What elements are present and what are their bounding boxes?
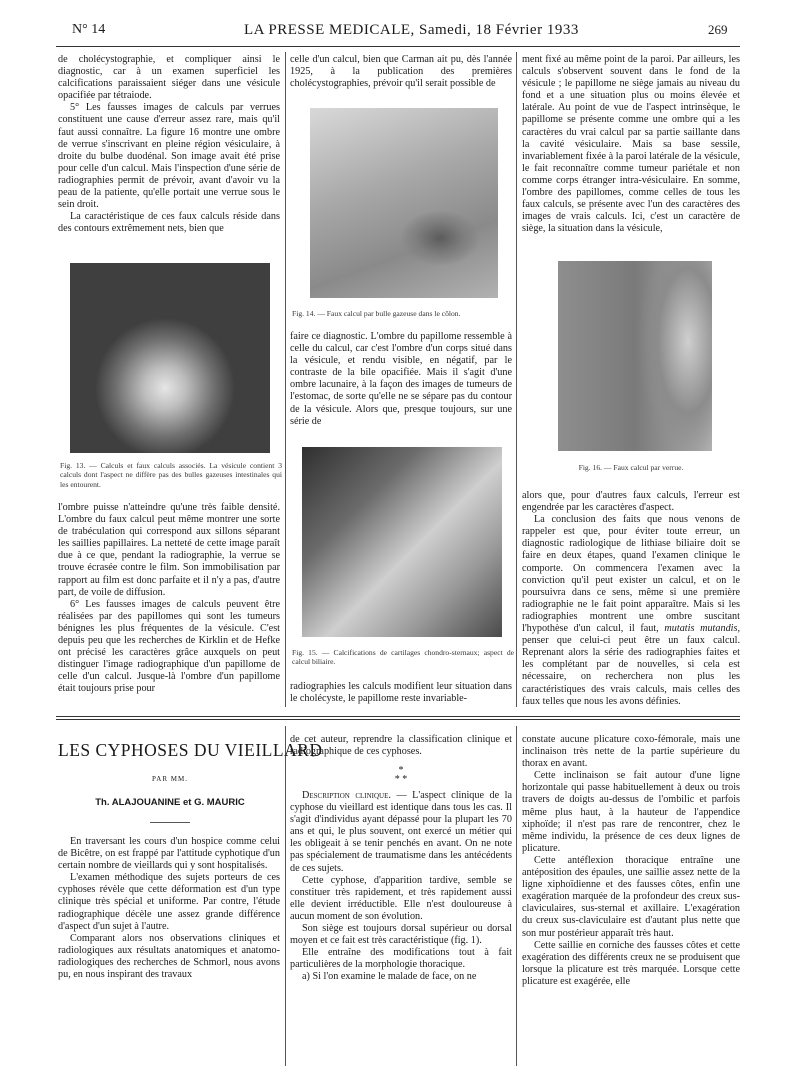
figure-13-radiograph: [70, 263, 270, 453]
paragraph: Cette cyphose, d'apparition tardive, semble se constituer très rapidement, et très rapidement aussi elle devient irréductible. Elle n'est douloureuse à aucun moment de son évolution.: [290, 874, 512, 922]
italic-text: mutatis mutandis,: [664, 623, 741, 635]
paragraph: faire ce diagnostic. L'ombre du papillome ressemble à celle du calcul, car c'est l'ombre d'un corps situé dans la vésicule, et rendu visible, en négatif, par le contraste de la bile opacifiée. Mais il s'agit d'une ombre lacunaire, à la façon des images de tumeurs de l'estomac, de sorte qu'elle ne se sépare pas du contour de la vésicule. Alors que, presque toujours, sur une série de: [290, 331, 512, 427]
figure-15-caption: Fig. 15. — Calcifications de cartilages chondro-sternaux; aspect de calcul biliaire.: [292, 648, 514, 667]
page-header: [0, 22, 800, 42]
paragraph: 5° Les fausses images de calculs par verrues constituent une cause d'erreur assez rare, mais qu'il faut aussi connaître. La figure 16 montre une ombre de verrue s'inscrivant en pleine région vésiculaire, à droite du bulbe duodénal. Son image avait été prise pour celle d'un calcul. Mais l'inspection d'une série de radiographies permit de prévoir, avant d'avoir vu la peau de la patiente, qu'elle portait une verrue sous le sein droit.: [58, 102, 280, 211]
paragraph: En traversant les cours d'un hospice comme celui de Bicêtre, on est frappé par l'attitude cyphotique d'un certain nombre de vieillards qui y sont hospitalisés.: [58, 836, 280, 872]
paragraph: [290, 790, 512, 875]
figure-16-caption: Fig. 16. — Faux calcul par verrue.: [578, 463, 684, 472]
page-number: 269: [708, 22, 728, 37]
paragraph: Son siège est toujours dorsal supérieur ou dorsal moyen et ce fait est très caractéristique (fig. 1).: [290, 923, 512, 947]
figure-14-radiograph: [310, 108, 498, 298]
article-column-2-intro: [290, 734, 512, 758]
article-title: LES CYPHOSES DU VIEILLARD: [58, 740, 323, 760]
paragraph: celle d'un calcul, bien que Carman ait pu, dès l'année 1925, à la publication des premières cholécystographies, prévoir qu'il serait possible de: [290, 54, 512, 90]
article-column-3: [522, 734, 740, 988]
paragraph: 6° Les fausses images de calculs peuvent être réalisées par des papillomes qui sont les tumeurs bénignes les plus fréquentes de la vésicule. C'est depuis peu que les recherches de Kirklin et de Hefke ont précisé les caractères grâce auxquels on peut distinguer l'image radiographique d'un papillome de celle d'un calcul. Jusque-là l'ombre d'un papillome était toujours prise pour: [58, 598, 280, 695]
column-2-top: [290, 54, 512, 90]
paragraph: alors que, pour d'autres faux calculs, l'erreur est engendrée par les caractères d'aspect.: [522, 490, 740, 514]
journal-title: LA PRESSE MEDICALE, Samedi, 18 Février 1933: [244, 22, 579, 38]
byline-rule: [150, 822, 190, 823]
text-run: penser que celui-ci peut être un faux calcul. Reprenant alors la série des radiographies faites et les complétant par de nouvelles, si cela est nécessaire, on recherchera non plus les caractéristiques des vrais calculs, mais celles des faux telles que nous les avons définies.: [522, 635, 740, 707]
figure-14-caption: Fig. 14. — Faux calcul par bulle gazeuse dans le côlon.: [292, 309, 461, 318]
column-2-middle: [290, 331, 512, 428]
paragraph: de cholécystographie, et compliquer ainsi le diagnostic, car à un examen superficiel les calcifications paraissaient siéger dans une vésicule opacifiée par tétraiode.: [58, 54, 280, 102]
paragraph: ment fixé au même point de la paroi. Par ailleurs, les calculs s'observent souvent dans le fond de la vésicule ; le papillome ne siège jamais au niveau du fond et a une situation plus ou moins élevée et latérale. Au point de vue de l'aspect intrinsèque, le papillome se présente comme une ombre qui a les caractères du vrai calcul par sa partie saillante dans la cavité vésiculaire. Mais sa base sessile, invariablement fixée à la paroi latérale de la vésicule, le fait reconnaître comme tumeur pariétale et non comme corps étranger intra-vésiculaire. En somme, l'ombre des papillomes, comme celles de tous les faux calculs, se présente avec l'un des caractères des images de vrais calculs. Ici, c'est un caractère de siège, la situation dans la vésicule,: [522, 54, 740, 235]
paragraph: [522, 514, 740, 708]
column-divider: [516, 726, 517, 1066]
paragraph: La caractéristique de ces faux calculs réside dans des contours extrêmement nets, bien que: [58, 211, 280, 235]
column-3-top: [522, 54, 740, 235]
section-rule: [56, 716, 740, 717]
article-authors: Th. ALAJOUANINE et G. MAURIC: [95, 797, 245, 808]
byline-par: PAR MM.: [152, 775, 188, 783]
section-rule: [56, 719, 740, 720]
paragraph: l'ombre puisse n'atteindre qu'une très faible densité. L'ombre du faux calcul peut même montrer une sorte de trabéculation qui correspond aux sillons séparant les saillies papillaires. La netteté de cette image paraît due à ce que, pendant la radiographie, la verrue se trouve écrasée contre le film. Son immobilisation par rapport au film est donc parfaite et il n'y a pas, d'autre part, de voile de diffusion.: [58, 502, 280, 598]
column-3-bottom: [522, 490, 740, 708]
figure-13-caption: Fig. 13. — Calculs et faux calculs associés. La vésicule contient 3 calculs dont l'aspect ne diffère pas des bulles gazeuses intestinales qui les entourent.: [60, 461, 282, 489]
paragraph: a) Si l'on examine le malade de face, on ne: [302, 971, 477, 983]
section-label: Description clinique.: [302, 790, 391, 801]
section-stars: * * *: [394, 765, 408, 785]
paragraph: Cette antéflexion thoracique entraîne une antéposition des épaules, une saillie assez nette de la ligne xiphoïdienne et des fausses côtes, enfin une exagération marquée de la profondeur des creux sus-claviculaires, sus-sternal et axillaire. L'exagération du creux sus-claviculaire est d'autant plus nette que son mur postérieur apparaît très haut.: [522, 854, 740, 939]
figure-16-radiograph: [558, 261, 712, 451]
paragraph: radiographies les calculs modifient leur situation dans le cholécyste, le papillome reste invariable-: [290, 681, 512, 705]
paragraph: de cet auteur, reprendre la classification clinique et radiographique de ces cyphoses.: [290, 734, 512, 758]
paragraph: Elle entraîne des modifications tout à fait particulières de la morphologie thoracique.: [290, 947, 512, 971]
column-divider: [285, 726, 286, 1066]
issue-number: N° 14: [72, 22, 106, 37]
paragraph: Comparant alors nos observations cliniques et radiologiques aux résultats anatomiques et anatomo-radiologiques des recherches de Schmorl, nous avons pu, en nous inspirant des travaux: [58, 932, 280, 981]
text-run: La conclusion des faits que nous venons de rappeler est que, pour éviter toute erreur, un diagnostic radiologique de lithiase biliaire doit se faire en deux étapes, quand l'examen clinique le comporte. On commencera l'examen avec la conviction qu'il peut exister un calcul, et on le poursuivra dans ce sens, même si une première radiographie ne le fait point apparaître. Mais si les radiographies montrent une ombre suscitant l'hypothèse d'un calcul, il faut,: [522, 514, 740, 635]
paragraph: Cette saillie en corniche des fausses côtes et cette exagération des différents creux ne se produisent que lorsque la plicature est très marquée. Lorsque cette plicature est exagérée, elle: [522, 939, 740, 987]
paragraph: L'examen méthodique des sujets porteurs de ces cyphoses révèle que cette déformation est d'un type clinique très spécial et uniforme. Par contre, l'étude radiographique décèle une assez grande différence d'aspect d'un sujet à l'autre.: [58, 872, 280, 932]
header-rule: [56, 46, 740, 47]
column-2-bottom: [290, 681, 512, 705]
column-1-bottom: [58, 502, 280, 696]
article-column-2: [290, 790, 512, 984]
text-run: — L'aspect clinique de la cyphose du vieillard est identique dans tous les cas. Il s'agit d'individus ayant dépassé pour la plupart les 70 ans et qui, le plus souvent, ont exercé un métier qui les obligeait à se tenir penchés en avant. On ne note pas spécialement de traumatisme dans les antécédents de ces sujets.: [290, 790, 512, 874]
figure-15-radiograph: [302, 447, 502, 637]
column-divider: [516, 52, 517, 707]
paragraph: constate aucune plicature coxo-fémorale, mais une inclinaison très nette de la partie supérieure du thorax en avant.: [522, 734, 740, 770]
paragraph: Cette inclinaison se fait autour d'une ligne horizontale qui passe habituellement à deux ou trois travers de doigts au-dessus de l'ombilic et parfois même plus haut, à la hauteur de l'appendice xiphoïde; il n'est pas rare de rencontrer, chez le même individu, la présence de ces deux lignes de plicature.: [522, 770, 740, 854]
column-divider: [285, 52, 286, 707]
article-column-1: [58, 836, 280, 981]
column-1-top: [58, 54, 280, 235]
